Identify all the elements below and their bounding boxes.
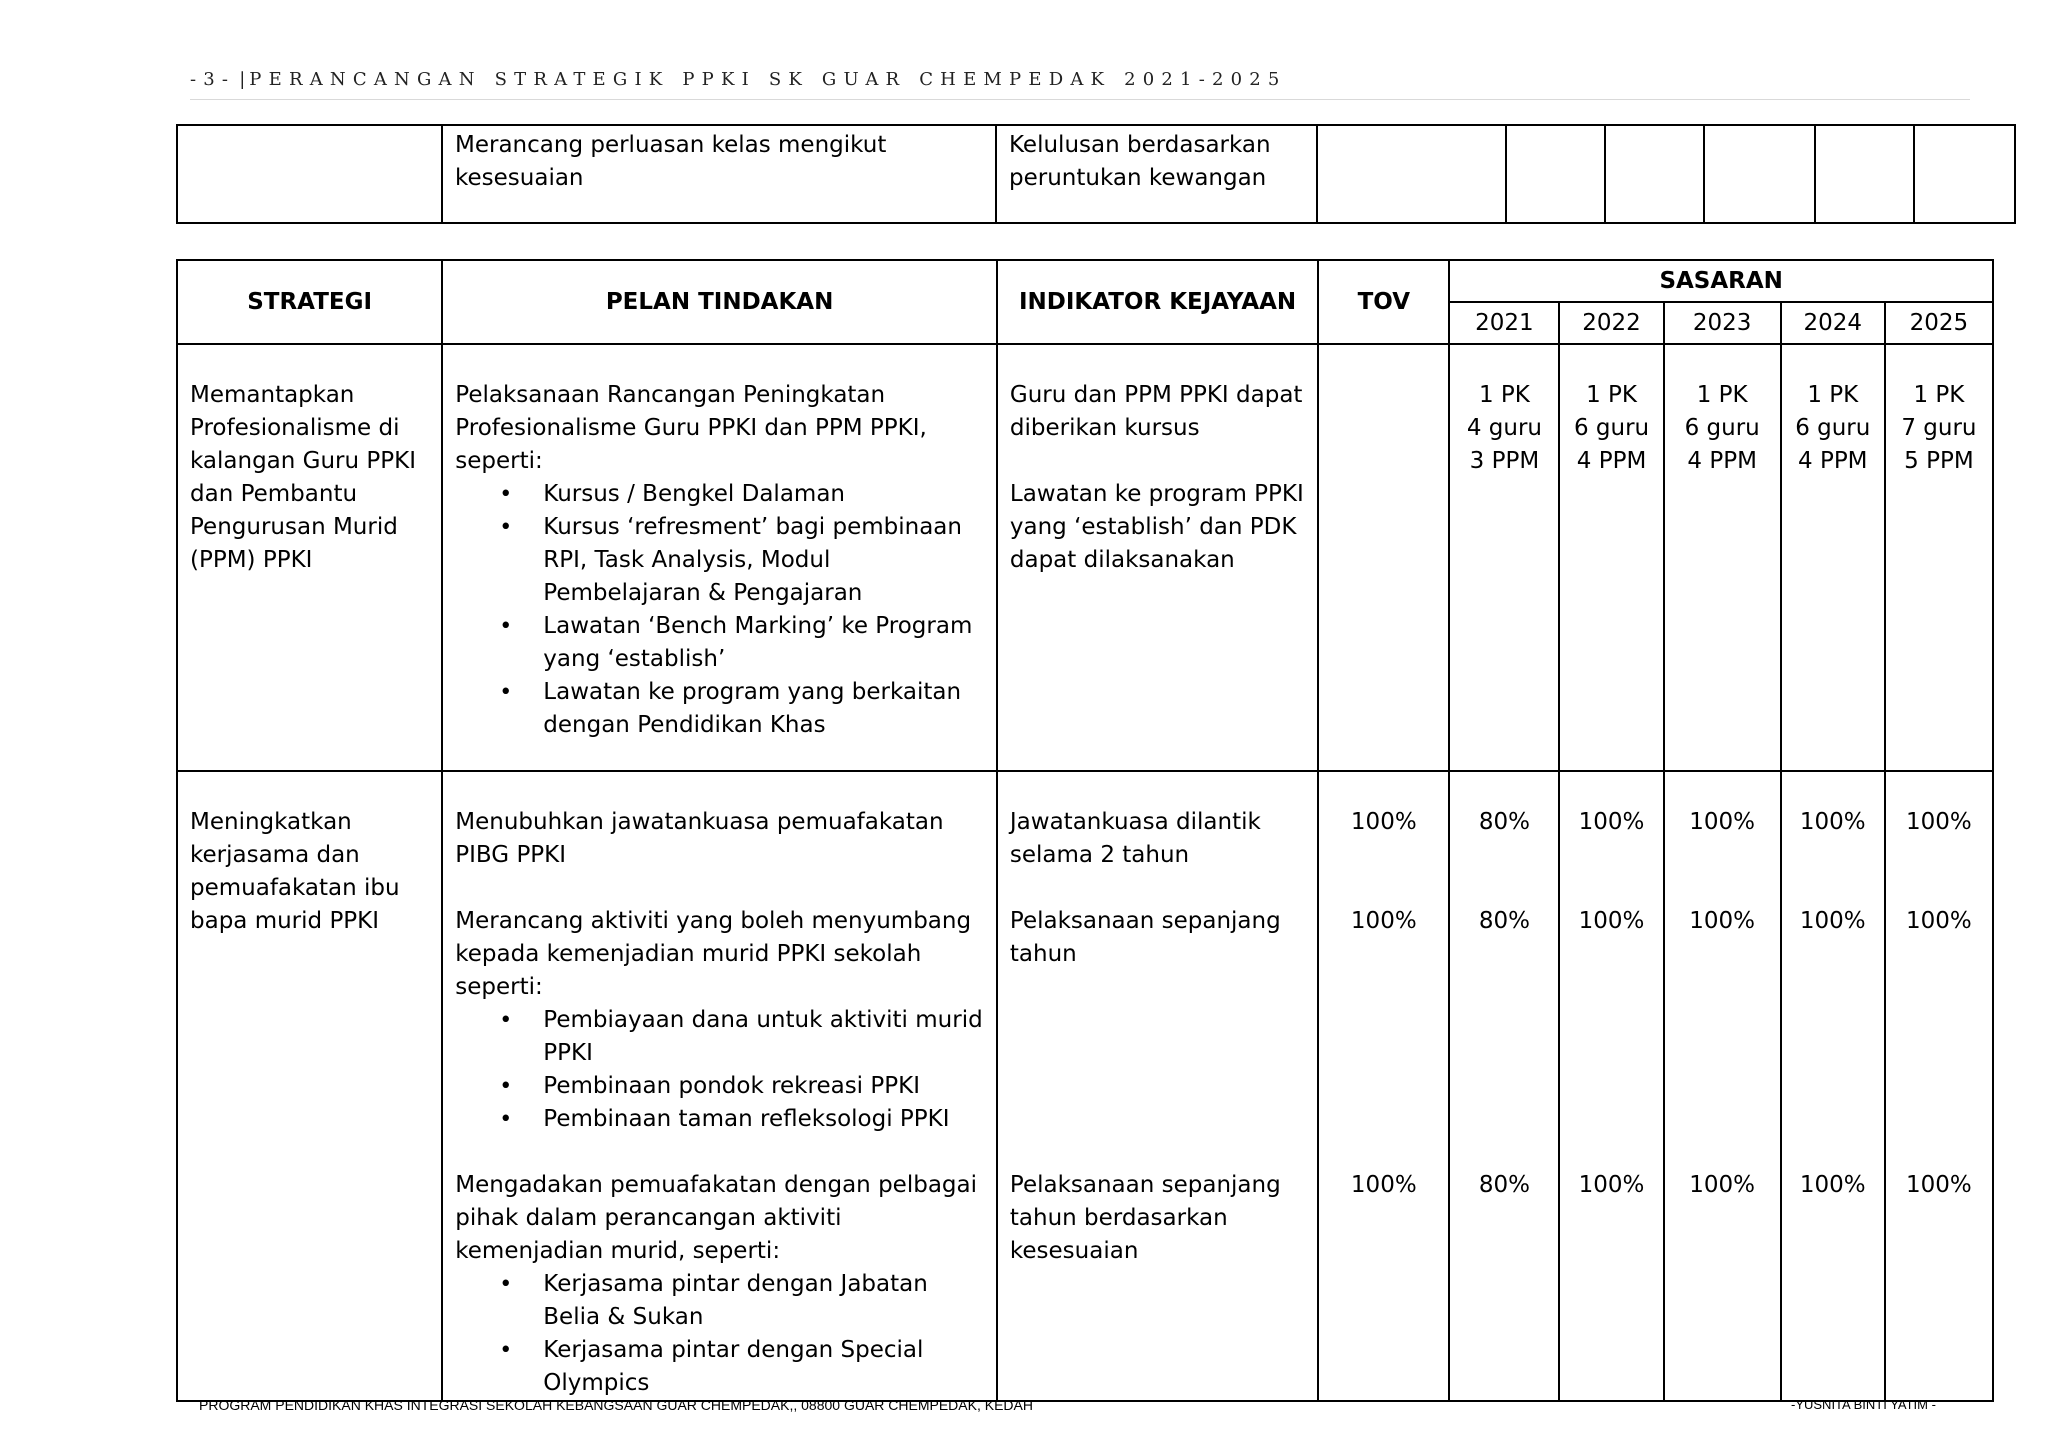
sasaran-cell (1914, 125, 2015, 223)
indikator-text: Pelaksanaan sepanjang tahun (1009, 908, 1281, 967)
target-value: 100% (1799, 809, 1866, 835)
tov-cell (1318, 771, 1449, 1401)
target-value: 7 guru (1901, 415, 1977, 441)
header-year: 2024 (1781, 302, 1885, 344)
pelan-intro: Merancang aktiviti yang boleh menyumbang kepada kemenjadian murid PPKI sekolah seperti: (455, 908, 972, 1000)
target-value: 80% (1478, 908, 1530, 934)
target-value: 1 PK (1478, 382, 1530, 408)
list-item: • Pembiayaan dana untuk aktiviti murid PPKI (543, 1004, 984, 1070)
strategi-cell: Memantapkan Profesionalisme di kalangan Guru PPKI dan Pembantu Pengurusan Murid (PPM) PPKI (177, 344, 442, 771)
pelan-intro: Pelaksanaan Rancangan Peningkatan Profesionalisme Guru PPKI dan PPM PPKI, seperti: (455, 382, 927, 474)
target-value: 100% (1689, 1172, 1756, 1198)
target-value: 4 PPM (1798, 448, 1868, 474)
pelan-cell: Merancang perluasan kelas mengikut kesesuaian (442, 125, 996, 223)
target-value: 1 PK (1696, 382, 1748, 408)
table-row (177, 125, 2015, 223)
list-item: • Kerjasama pintar dengan Special Olympics (543, 1334, 984, 1400)
pelan-cell (442, 344, 997, 771)
table-row (177, 344, 1993, 771)
indikator-text: Pelaksanaan sepanjang tahun berdasarkan kesesuaian (1009, 1172, 1281, 1264)
target-value: 100% (1799, 908, 1866, 934)
header-year: 2025 (1885, 302, 1993, 344)
sasaran-cell (1781, 344, 1885, 771)
pelan-intro: Mengadakan pemuafakatan dengan pelbagai pihak dalam perancangan aktiviti kemenjadian murid, seperti: (455, 1172, 977, 1264)
target-value: 100% (1906, 908, 1972, 934)
tov-cell (1318, 344, 1449, 771)
tov-cell (1317, 125, 1506, 223)
target-value: 100% (1689, 809, 1756, 835)
target-value: 100% (1689, 908, 1756, 934)
footer-author: -YUSNITA BINTI YATIM - (1791, 1397, 1936, 1412)
sasaran-cell (1885, 344, 1993, 771)
target-value: 1 PK (1807, 382, 1859, 408)
list-item: • Pembinaan pondok rekreasi PPKI (543, 1070, 984, 1103)
sasaran-cell (1815, 125, 1914, 223)
list-item: • Kursus ‘refresment’ bagi pembinaan RPI, Task Analysis, Modul Pembelajaran & Pengajaran (543, 511, 984, 610)
sasaran-cell (1506, 125, 1605, 223)
header-tov: TOV (1318, 260, 1449, 344)
strategic-plan-table (176, 259, 1994, 1402)
sasaran-cell (1664, 771, 1781, 1401)
target-value: 1 PK (1913, 382, 1965, 408)
pelan-cell (442, 771, 997, 1401)
target-value: 80% (1478, 809, 1530, 835)
sasaran-cell (1781, 771, 1885, 1401)
footer-school-address: PROGRAM PENDIDIKAN KHAS INTEGRASI SEKOLAH KEBANGSAAN GUAR CHEMPEDAK,, 08800 GUAR CHEMPEDAK, KEDAH (199, 1397, 1033, 1413)
target-value: 100% (1799, 1172, 1866, 1198)
header-indikator-kejayaan: INDIKATOR KEJAYAAN (997, 260, 1318, 344)
header-separator: | (239, 69, 246, 90)
sasaran-cell (1664, 344, 1781, 771)
indikator-cell: Kelulusan berdasarkan peruntukan kewangan (996, 125, 1317, 223)
strategi-cell (177, 125, 442, 223)
target-value: 6 guru (1684, 415, 1760, 441)
indikator-text: Lawatan ke program PPKI yang ‘establish’ dan PDK dapat dilaksanakan (1009, 481, 1304, 573)
target-value: 6 guru (1573, 415, 1650, 441)
target-value: 100% (1578, 908, 1645, 934)
pelan-bullet-list (455, 478, 984, 742)
sasaran-cell (1704, 125, 1815, 223)
target-value: 100% (1578, 809, 1645, 835)
target-value: 100% (1906, 1172, 1972, 1198)
header-year: 2021 (1449, 302, 1559, 344)
list-item: • Kursus / Bengkel Dalaman (543, 478, 984, 511)
document-title: PERANCANGAN STRATEGIK PPKI SK GUAR CHEMPEDAK 2021-2025 (249, 69, 1287, 90)
header-year: 2023 (1664, 302, 1781, 344)
sasaran-cell (1449, 344, 1559, 771)
continuation-table (176, 124, 2016, 224)
page-header (190, 66, 1970, 100)
target-value: 100% (1350, 908, 1417, 934)
table-row (177, 771, 1993, 1401)
sasaran-cell (1559, 344, 1663, 771)
header-strategi: STRATEGI (177, 260, 442, 344)
sasaran-cell (1605, 125, 1704, 223)
indikator-cell (997, 771, 1318, 1401)
pelan-intro: Menubuhkan jawatankuasa pemuafakatan PIBG PPKI (455, 809, 944, 868)
pelan-bullet-list (455, 1268, 984, 1400)
target-value: 80% (1478, 1172, 1530, 1198)
target-value: 100% (1578, 1172, 1645, 1198)
header-pelan-tindakan: PELAN TINDAKAN (442, 260, 997, 344)
target-value: 5 PPM (1904, 448, 1974, 474)
list-item: • Lawatan ‘Bench Marking’ ke Program yang ‘establish’ (543, 610, 984, 676)
header-year: 2022 (1559, 302, 1663, 344)
target-value: 100% (1350, 809, 1417, 835)
indikator-text: Jawatankuasa dilantik selama 2 tahun (1009, 809, 1261, 868)
target-value: 1 PK (1586, 382, 1637, 408)
target-value: 100% (1906, 809, 1972, 835)
page-number: -3- (190, 69, 236, 90)
indikator-text: Guru dan PPM PPKI dapat diberikan kursus (1009, 382, 1303, 441)
sasaran-cell (1559, 771, 1663, 1401)
target-value: 6 guru (1795, 415, 1871, 441)
list-item: • Lawatan ke program yang berkaitan dengan Pendidikan Khas (543, 676, 984, 742)
target-value: 100% (1350, 1172, 1417, 1198)
list-item: • Kerjasama pintar dengan Jabatan Belia & Sukan (543, 1268, 984, 1334)
sasaran-cell (1449, 771, 1559, 1401)
pelan-bullet-list (455, 1004, 984, 1136)
target-value: 4 PPM (1687, 448, 1757, 474)
list-item: • Pembinaan taman refleksologi PPKI (543, 1103, 984, 1136)
target-value: 4 PPM (1576, 448, 1647, 474)
sasaran-cell (1885, 771, 1993, 1401)
strategi-cell: Meningkatkan kerjasama dan pemuafakatan ibu bapa murid PPKI (177, 771, 442, 1401)
target-value: 4 guru (1466, 415, 1542, 441)
indikator-cell (997, 344, 1318, 771)
table-header-row (177, 260, 1993, 302)
header-sasaran: SASARAN (1449, 260, 1993, 302)
target-value: 3 PPM (1469, 448, 1540, 474)
